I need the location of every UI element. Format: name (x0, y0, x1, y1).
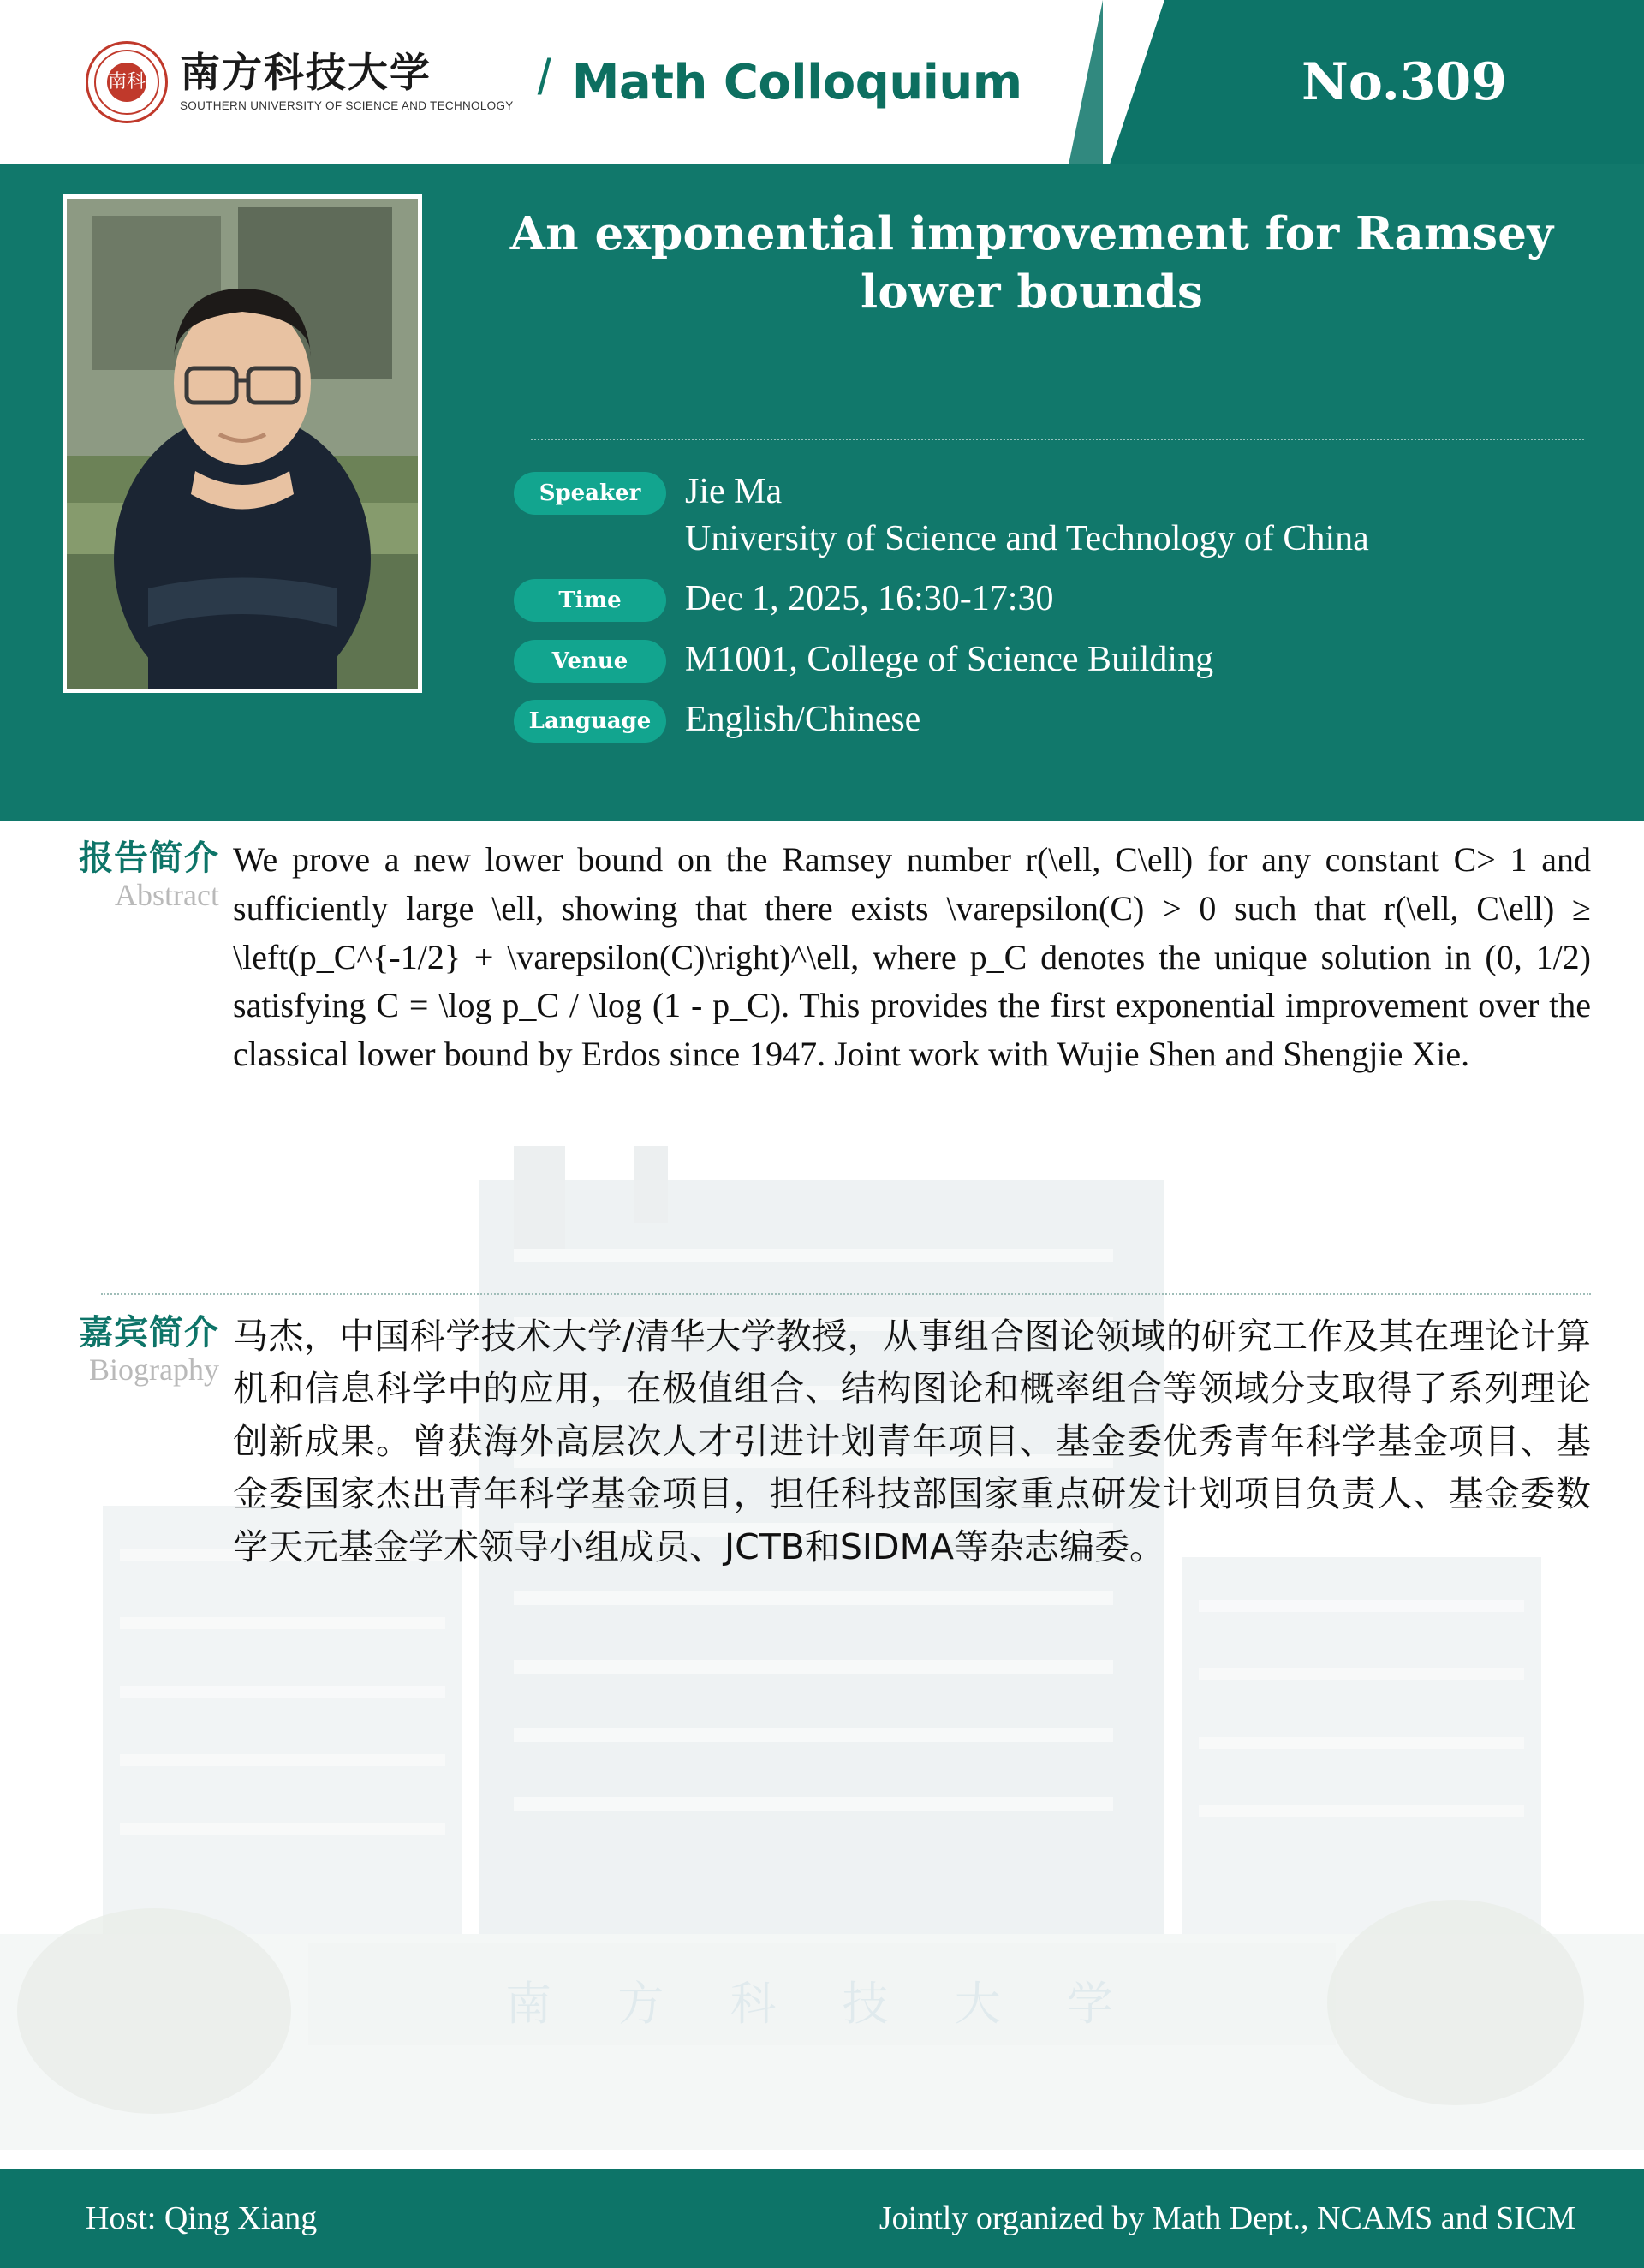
divider-dotted (531, 439, 1584, 440)
value-venue: M1001, College of Science Building (685, 639, 1214, 679)
footer-organizers: Jointly organized by Math Dept., NCAMS and SICM (879, 2200, 1576, 2236)
abstract-text: We prove a new lower bound on the Ramsey number r(\ell, C\ell) for any constant C> 1 and sufficiently large \ell, showing that there exists \varepsilon(C) > 0 such that r(\ell, C\ell) ≥ \left(p_C^{-1/2} + \varepsilon(C)\right)^\ell, where p_C denotes the unique solution in (0, 1/2) satisfying C = \log p_C / \log (1 - p_C). This provides the first exponential improvement over the classical lower bound by Erdos since 1947. Joint work with Wujie Shen and Shengjie Xie. (233, 840, 1591, 1074)
biography-label (9, 1310, 233, 1574)
detail-row-language (514, 696, 1610, 743)
university-name-cn: 南方科技大学 (180, 50, 432, 98)
value-speaker-name: Jie Ma (685, 472, 783, 511)
value-language: English/Chinese (685, 700, 921, 740)
header-separator: / (537, 49, 551, 105)
label-venue: Venue (514, 640, 666, 683)
label-speaker: Speaker (514, 472, 666, 515)
seal-inner: 南科 (107, 63, 146, 102)
abstract-section (0, 821, 1644, 1079)
svg-text:南 方 科 技 大 学: 南 方 科 技 大 学 (505, 1977, 1139, 2031)
biography-label-cn: 嘉宾简介 (79, 1312, 219, 1352)
biography-label-en: Biography (89, 1352, 219, 1387)
value-speaker-block (685, 469, 1369, 562)
poster-body (0, 821, 1644, 2031)
university-name-en: SOUTHERN UNIVERSITY OF SCIENCE AND TECHNOLOGY (180, 98, 514, 112)
abstract-label-cn: 报告简介 (79, 839, 219, 878)
detail-row-time (514, 576, 1610, 623)
label-time: Time (514, 579, 666, 622)
biography-section (0, 1295, 1644, 1574)
university-name-block (180, 52, 514, 111)
talk-info-band (0, 164, 1644, 821)
university-logo (0, 41, 514, 123)
value-time: Dec 1, 2025, 16:30-17:30 (685, 579, 1054, 619)
poster-header (0, 0, 1644, 164)
footer-host: Host: Qing Xiang (86, 2200, 318, 2236)
footer-white-strip (0, 2150, 1644, 2169)
talk-title: An exponential improvement for Ramsey lower bounds (509, 207, 1554, 319)
detail-row-venue (514, 636, 1610, 683)
avatar (63, 194, 422, 693)
detail-row-speaker (514, 469, 1610, 562)
issue-number: No.309 (1302, 52, 1507, 112)
speaker-portrait-illustration (67, 199, 418, 689)
value-speaker-affiliation: University of Science and Technology of China (685, 518, 1369, 558)
issue-number-block (1164, 0, 1644, 164)
poster-footer (0, 2169, 1644, 2268)
page-title: Math Colloquium (571, 54, 1022, 110)
sustech-seal-icon (86, 41, 168, 123)
label-language: Language (514, 700, 666, 743)
talk-details (514, 469, 1610, 757)
abstract-label (9, 836, 233, 1079)
abstract-label-en: Abstract (115, 878, 219, 912)
biography-text: 马杰，中国科学技术大学/清华大学教授，从事组合图论领域的研究工作及其在理论计算机和信息科学中的应用，在极值组合、结构图论和概率组合等领域分支取得了系列理论创新成果。曾获海外高层次人才引进计划青年项目、基金委优秀青年科学基金项目、基金委国家杰出青年科学基金项目，担任科技部国家重点研发计划项目负责人、基金委数学天元基金学术领导小组成员、JCTB和SIDMA等杂志编委。 (233, 1315, 1591, 1567)
